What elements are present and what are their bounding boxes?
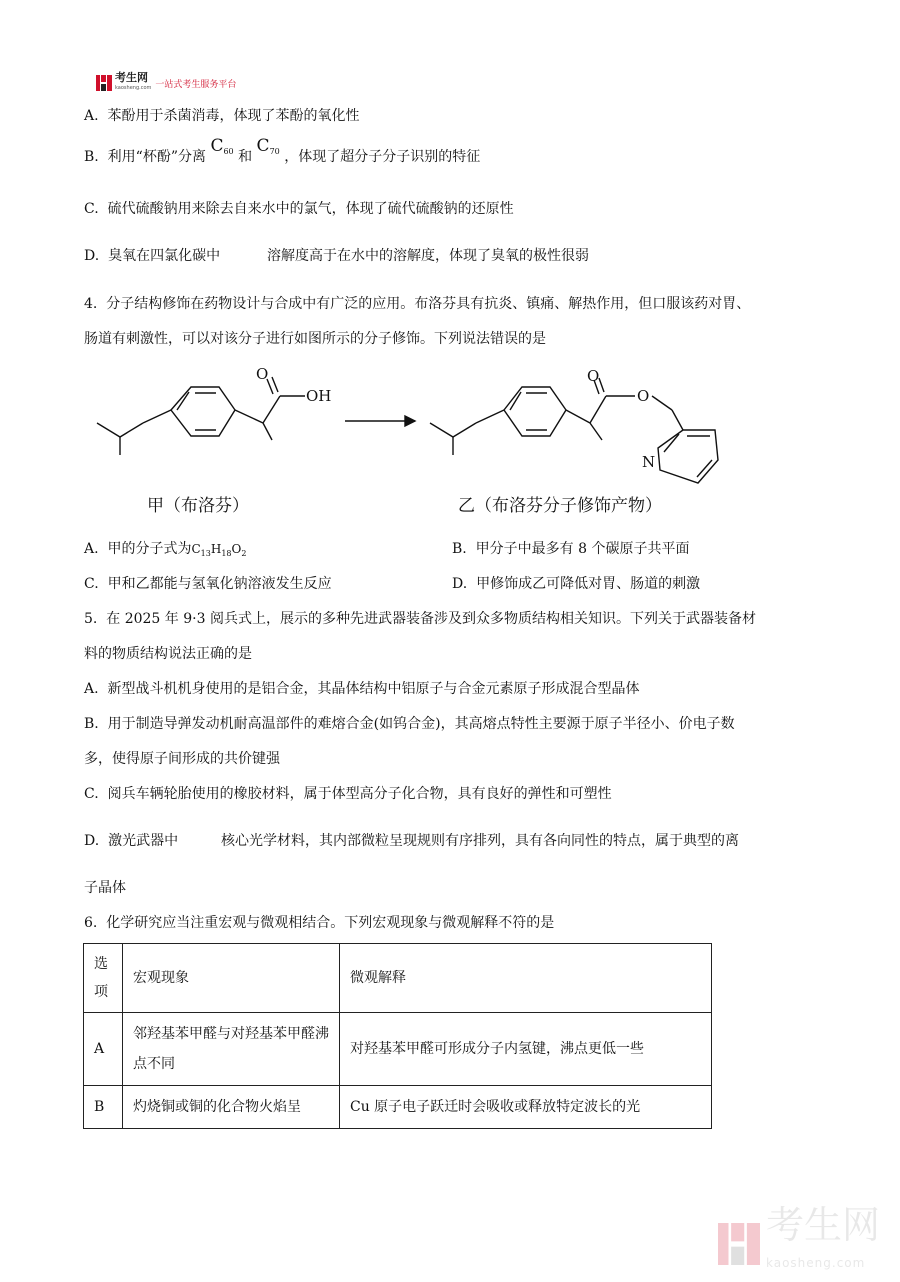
ibuprofen-structure xyxy=(97,377,305,455)
table-header-row xyxy=(84,944,712,1013)
q5-option-a: A. 新型战斗机机身使用的是铝合金，其晶体结构中铝原子与合金元素原子形成混合型晶体 xyxy=(84,681,640,697)
q3-option-a: A. 苯酚用于杀菌消毒，体现了苯酚的氧化性 xyxy=(84,108,360,124)
q4-structure-figure xyxy=(0,0,900,540)
atom-n: N xyxy=(642,453,656,471)
row-a-option: A xyxy=(84,1013,123,1086)
table-row xyxy=(84,1013,712,1086)
q4-option-b: B. 甲分子中最多有 8 个碳原子共平面 xyxy=(452,541,690,557)
q5-option-d-line1: D. 激光武器中 核心光学材料，其内部微粒呈现规则有序排列，具有各向同性的特点，属于典型的离 xyxy=(84,833,739,849)
atom-o-ester: O xyxy=(637,387,650,405)
row-b-phenomenon: 灼烧铜或铜的化合物火焰呈 xyxy=(123,1086,340,1129)
header-phenomenon: 宏观现象 xyxy=(123,944,340,1013)
q5-option-b-line2: 多，使得原子间形成的共价键强 xyxy=(84,751,280,767)
q4-stem-line2: 肠道有刺激性，可以对该分子进行如图所示的分子修饰。下列说法错误的是 xyxy=(84,331,546,347)
q4-option-c: C. 甲和乙都能与氢氧化钠溶液发生反应 xyxy=(84,576,332,592)
q6-stem: 6. 化学研究应当注重宏观与微观相结合。下列宏观现象与微观解释不符的是 xyxy=(84,915,555,931)
c60-formula: $C_{60}$ xyxy=(210,136,234,156)
ibuprofen-ester-structure xyxy=(430,378,718,483)
q5-option-d-line2: 子晶体 xyxy=(84,880,126,896)
watermark-logo-icon xyxy=(718,1223,760,1265)
caption-right: 乙（布洛芬分子修饰产物） xyxy=(458,496,662,516)
caption-left: 甲（布洛芬） xyxy=(147,496,249,516)
q6-table xyxy=(83,943,712,1129)
row-a-phenomenon: 邻羟基苯甲醛与对羟基苯甲醛沸点不同 xyxy=(123,1013,340,1086)
logo-slogan: 一站式考生服务平台 xyxy=(155,79,237,90)
q3-option-d: D. 臭氧在四氯化碳中 溶解度高于在水中的溶解度，体现了臭氧的极性很弱 xyxy=(84,248,589,264)
row-b-option: B xyxy=(84,1086,123,1129)
atom-oh: OH xyxy=(306,387,332,405)
c70-formula: $C_{70}$ xyxy=(256,136,280,156)
atom-o-carbonyl-left: O xyxy=(256,365,269,383)
row-b-explanation: Cu 原子电子跃迁时会吸收或释放特定波长的光 xyxy=(340,1086,712,1129)
header-option: 选项 xyxy=(84,944,123,1013)
watermark-domain: kaosheng.com xyxy=(766,1256,866,1270)
watermark xyxy=(718,1203,881,1282)
atom-o-carbonyl-right: O xyxy=(587,367,600,385)
q5-option-b-line1: B. 用于制造导弹发动机耐高温部件的难熔合金(如钨合金)，其高熔点特性主要源于原子半径小、价电子数 xyxy=(84,716,735,732)
logo-name: 考生网 xyxy=(115,71,148,84)
formula-c13h18o2: $C_{13}H_{18}O_2$ xyxy=(191,542,247,558)
row-a-explanation: 对羟基苯甲醛可形成分子内氢键，沸点更低一些 xyxy=(340,1013,712,1086)
q3-option-b: B. 利用“杯酚”分离 $C_{60}$ 和 $C_{70}$ ，体现了超分子分子识别的特征 xyxy=(84,136,481,165)
q5-option-c: C. 阅兵车辆轮胎使用的橡胶材料，属于体型高分子化合物，具有良好的弹性和可塑性 xyxy=(84,786,612,802)
watermark-name: 考生网 xyxy=(766,1203,881,1247)
q3-option-c: C. 硫代硫酸钠用来除去自来水中的氯气，体现了硫代硫酸钠的还原性 xyxy=(84,201,514,217)
q4-option-d: D. 甲修饰成乙可降低对胃、肠道的刺激 xyxy=(452,576,701,592)
q4-stem-line1: 4. 分子结构修饰在药物设计与合成中有广泛的应用。布洛芬具有抗炎、镇痛、解热作用，但口服该药对胃、 xyxy=(84,296,751,312)
header-explanation: 微观解释 xyxy=(340,944,712,1013)
q5-stem-line1: 5. 在 2025 年 9·3 阅兵式上，展示的多种先进武器装备涉及到众多物质结构相关知识。下列关于武器装备材 xyxy=(84,611,756,627)
table-row xyxy=(84,1086,712,1129)
logo-domain: kaosheng.com xyxy=(115,85,152,91)
q4-option-a: A. 甲的分子式为$C_{13}H_{18}O_2$ xyxy=(84,541,247,558)
q5-stem-line2: 料的物质结构说法正确的是 xyxy=(84,646,252,662)
